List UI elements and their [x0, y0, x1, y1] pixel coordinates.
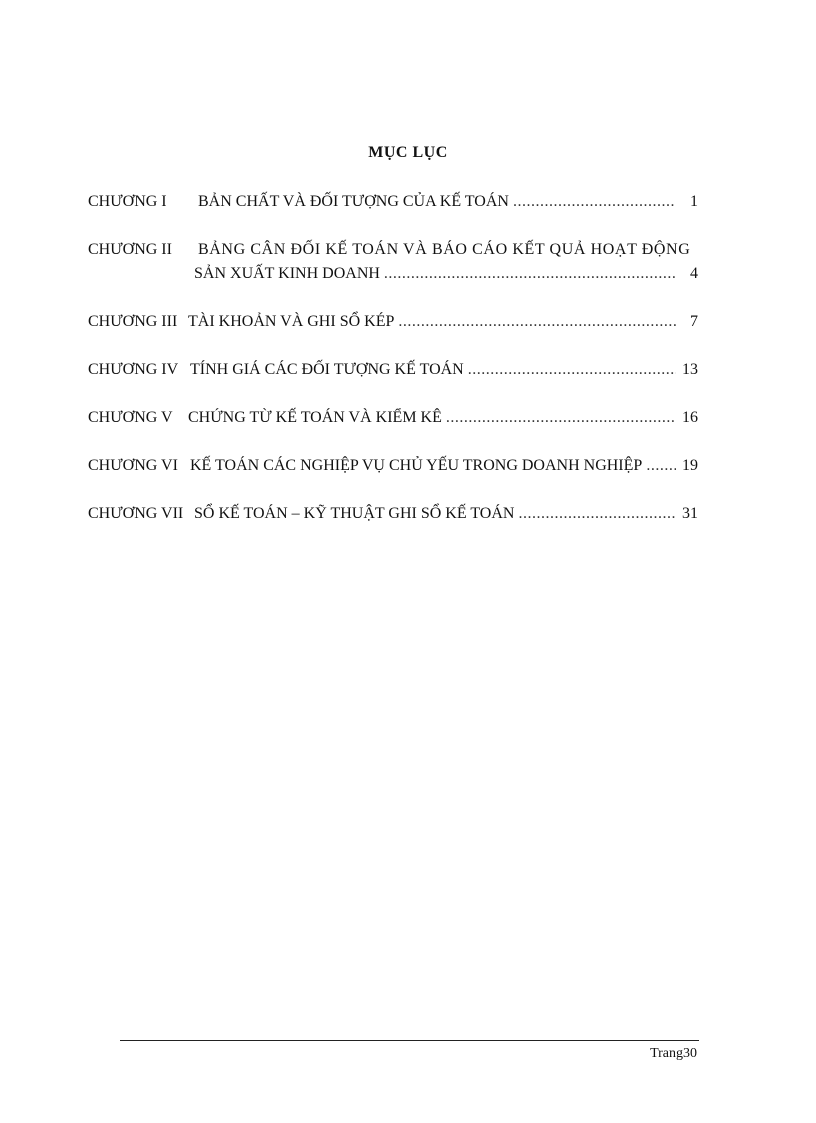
page-number: 1 [690, 193, 698, 210]
chapter-title-line-1: BẢNG CÂN ĐỐI KẾ TOÁN VÀ BÁO CÁO KẾT QUẢ HOẠT ĐỘNG [198, 241, 691, 258]
table-of-contents [88, 190, 698, 550]
toc-entry[interactable] [88, 310, 698, 334]
chapter-title: SỔ KẾ TOÁN – KỸ THUẬT GHI SỔ KẾ TOÁN [194, 505, 515, 522]
leader-dots [518, 502, 676, 526]
leader-dots [646, 454, 676, 478]
chapter-number: CHƯƠNG II [88, 241, 172, 258]
toc-entry[interactable] [88, 190, 698, 214]
chapter-title: BẢN CHẤT VÀ ĐỐI TƯỢNG CỦA KẾ TOÁN [198, 193, 509, 210]
toc-entry[interactable] [88, 238, 698, 286]
toc-title: MỤC LỤC [368, 144, 448, 161]
page-number: 7 [690, 313, 698, 330]
leader-dots [513, 190, 676, 214]
footer-divider [120, 1040, 699, 1041]
leader-dots [384, 262, 676, 286]
chapter-number: CHƯƠNG VI [88, 457, 178, 474]
leader-dots [468, 358, 676, 382]
page-number: 13 [682, 361, 698, 378]
chapter-number: CHƯƠNG IV [88, 361, 179, 378]
chapter-title: TÀI KHOẢN VÀ GHI SỔ KÉP [188, 313, 395, 330]
toc-entry[interactable] [88, 502, 698, 526]
chapter-title: KẾ TOÁN CÁC NGHIỆP VỤ CHỦ YẾU TRONG DOANH NGHIỆP [190, 457, 643, 474]
toc-entry[interactable] [88, 406, 698, 430]
toc-entry[interactable] [88, 454, 698, 478]
chapter-title-line-2: SẢN XUẤT KINH DOANH [194, 265, 380, 282]
page-number: 19 [682, 457, 698, 474]
page-number: 31 [682, 505, 698, 522]
chapter-number: CHƯƠNG VII [88, 505, 184, 522]
leader-dots [398, 310, 676, 334]
chapter-number: CHƯƠNG III [88, 313, 178, 330]
leader-dots [446, 406, 676, 430]
chapter-number: CHƯƠNG I [88, 193, 167, 210]
footer-page-label: Trang30 [650, 1046, 697, 1061]
chapter-title: TÍNH GIÁ CÁC ĐỐI TƯỢNG KẾ TOÁN [190, 361, 464, 378]
chapter-title: CHỨNG TỪ KẾ TOÁN VÀ KIỂM KÊ [188, 409, 442, 426]
page-number: 4 [690, 265, 698, 282]
toc-entry[interactable] [88, 358, 698, 382]
chapter-number: CHƯƠNG V [88, 409, 173, 426]
page-number: 16 [682, 409, 698, 426]
